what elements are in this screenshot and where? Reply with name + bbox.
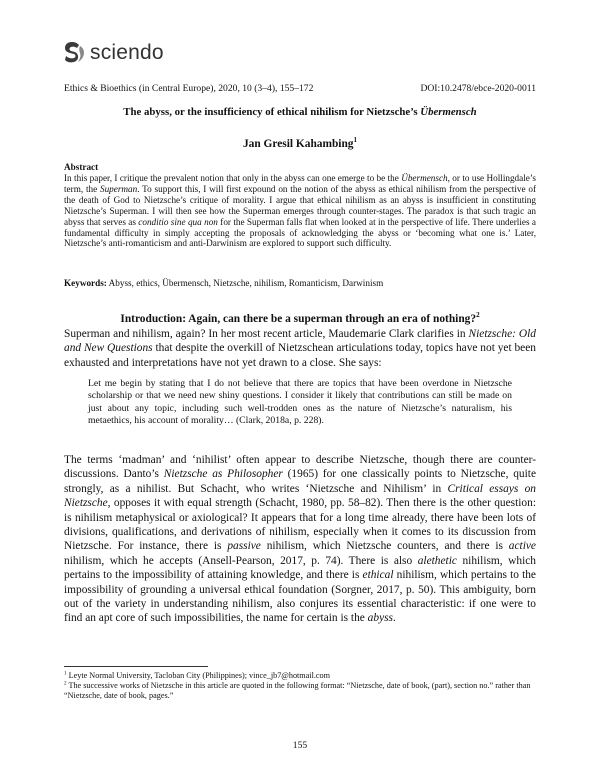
text-run: Superman and nihilism, again? In her most recent article, Maudemarie Clark clarifies in xyxy=(64,328,469,340)
text-run: that despite the overkill of Nietzschean articulations today, topics have not yet been exhausted and interpretations have not yet drawn to a close. She says: xyxy=(64,342,536,369)
keywords-label: Keywords: xyxy=(64,278,107,288)
keywords-text: Abyss, ethics, Übermensch, Nietzsche, nihilism, Romanticism, Darwinism xyxy=(106,278,384,288)
page-number: 155 xyxy=(292,740,308,751)
text-run: , opposes it with equal strength (Schacht, 1980, pp. 58–82). Then there is the other question: is nihilism metaphysical or axiological? It appears that for a long time already, there have been lots of divisions, qualifications, and derivations of nihilism, especially when it comes to its discussion from Nietzsche. For instance, there is xyxy=(64,497,536,553)
abstract-italic: conditio sine qua non xyxy=(138,216,218,227)
section-heading xyxy=(40,313,560,325)
section-heading-text: Introduction: Again, can there be a superman through an era of nothing? xyxy=(120,313,477,325)
emphasis: alethetic xyxy=(417,554,457,567)
emphasis: ethical xyxy=(362,569,394,582)
abstract-part: . To support this, I will first expound on the notion of the abyss as ethical nihilism from the perspective of the death of God to Nietzsche’s critique of morality. I argue that ethical nihilism as an abyss is insufficient in constituting Nietzsche’s Superman. I will then see how the Superman emerges through counter-stages. The paradox is that such tragic an abyss that serves as xyxy=(64,183,537,227)
text-run: nihilism, which pertains to the impossibility of grounding a universal ethical foundation (Sorgner, 2017, p. 50). This ambiguity, born out of the variety in understanding nihilism, also conjures its essential characteristic: if one were to find an apt core of such impossibilities, the name for certain is the xyxy=(64,569,536,625)
title-main: The abyss, or the insufficiency of ethical nihilism for Nietzsche’s xyxy=(123,106,421,118)
book-title: Nietzsche: Old and New Questions xyxy=(64,328,536,355)
author-name: Jan Gresil Kahambing xyxy=(242,138,354,150)
body-paragraph-1 xyxy=(64,327,536,370)
abstract-italic: Superman xyxy=(99,183,138,194)
doi: DOI:10.2478/ebce-2020-0011 xyxy=(420,83,536,94)
journal-citation: Ethics & Bioethics (in Central Europe), 2020, 10 (3–4), 155–172 xyxy=(64,83,314,94)
sciendo-s-logo-icon xyxy=(64,40,86,66)
running-header xyxy=(64,83,536,94)
title-italic: Übermensch xyxy=(420,106,477,118)
article-title xyxy=(40,106,560,118)
emphasis: active xyxy=(508,540,536,553)
abstract-text xyxy=(64,173,536,249)
abstract-part: , or to use Hollingdale’s term, the xyxy=(64,173,536,194)
book-title: Critical essays on Nietzsche xyxy=(64,482,536,510)
footnote xyxy=(64,681,536,701)
publisher-name: sciendo xyxy=(90,41,164,64)
author-footnote-mark: 1 xyxy=(353,136,358,145)
text-run: nihilism, which he accepts (Ansell-Pearson, 2017, p. 74). There is also xyxy=(64,554,418,567)
footnote-divider xyxy=(64,666,208,667)
emphasis: passive xyxy=(227,540,261,553)
abstract-heading: Abstract xyxy=(64,162,99,172)
author-line xyxy=(40,138,560,150)
text-run: nihilism, which Nietzsche counters, and there is xyxy=(260,540,509,553)
block-quote: Let me begin by stating that I do not believe that there are topics that have been overdone in Nietzsche scholarship or that we need new shiny questions. I consider it likely that contributions can still be made on just about any topic, including such well-trodden ones as the nature of Nietzsche’s naturalism, his metaethics, his account of morality… (Clark, 2018a, p. 228). xyxy=(88,378,512,427)
publisher-logo xyxy=(64,40,164,66)
footnote-mark: 1 xyxy=(64,670,67,677)
footnote-text: Leyte Normal University, Tacloban City (Philippines); vince_jb7@hotmail.com xyxy=(66,671,331,680)
footnote-text: The successive works of Nietzsche in this article are quoted in the following format: “Nietzsche, date of book, (part), section no.” rather than “Nietzsche, date of book, pages.” xyxy=(64,681,531,700)
emphasis: abyss xyxy=(367,612,393,625)
abstract-italic: Übermensch xyxy=(401,173,448,183)
text-run: The terms ‘madman’ and ‘nihilist’ often appear to describe Nietzsche, though there are counter-discussions. Danto’s xyxy=(64,454,536,481)
text-run: . xyxy=(392,612,396,625)
text-run: (1965) for one classically points to Nietzsche, quite strongly, as a nihilist. But Schacht, who writes ‘Nietzsche and Nihilism’ in xyxy=(64,468,536,495)
abstract-part: for the Superman falls flat when looked at in the perspective of life. There underlies a fundamental difficulty in simply accepting the proposals of acknowledging the abyss or ‘becoming what one is.’ Later, Nietzsche’s anti-romanticism and anti-Darwinism are explored to support such difficulty. xyxy=(64,216,536,249)
text-run: nihilism, which pertains to the impossibility of attaining knowledge, and there is xyxy=(64,554,536,582)
footnotes xyxy=(64,671,536,701)
book-title: Nietzsche as Philosopher xyxy=(163,468,283,481)
abstract-part: In this paper, I critique the prevalent notion that only in the abyss can one emerge to be the xyxy=(64,173,402,183)
footnote xyxy=(64,671,536,681)
keywords xyxy=(64,278,536,288)
footnote-mark: 2 xyxy=(64,680,67,687)
body-paragraph-2 xyxy=(64,453,536,626)
section-footnote-mark: 2 xyxy=(476,311,480,320)
